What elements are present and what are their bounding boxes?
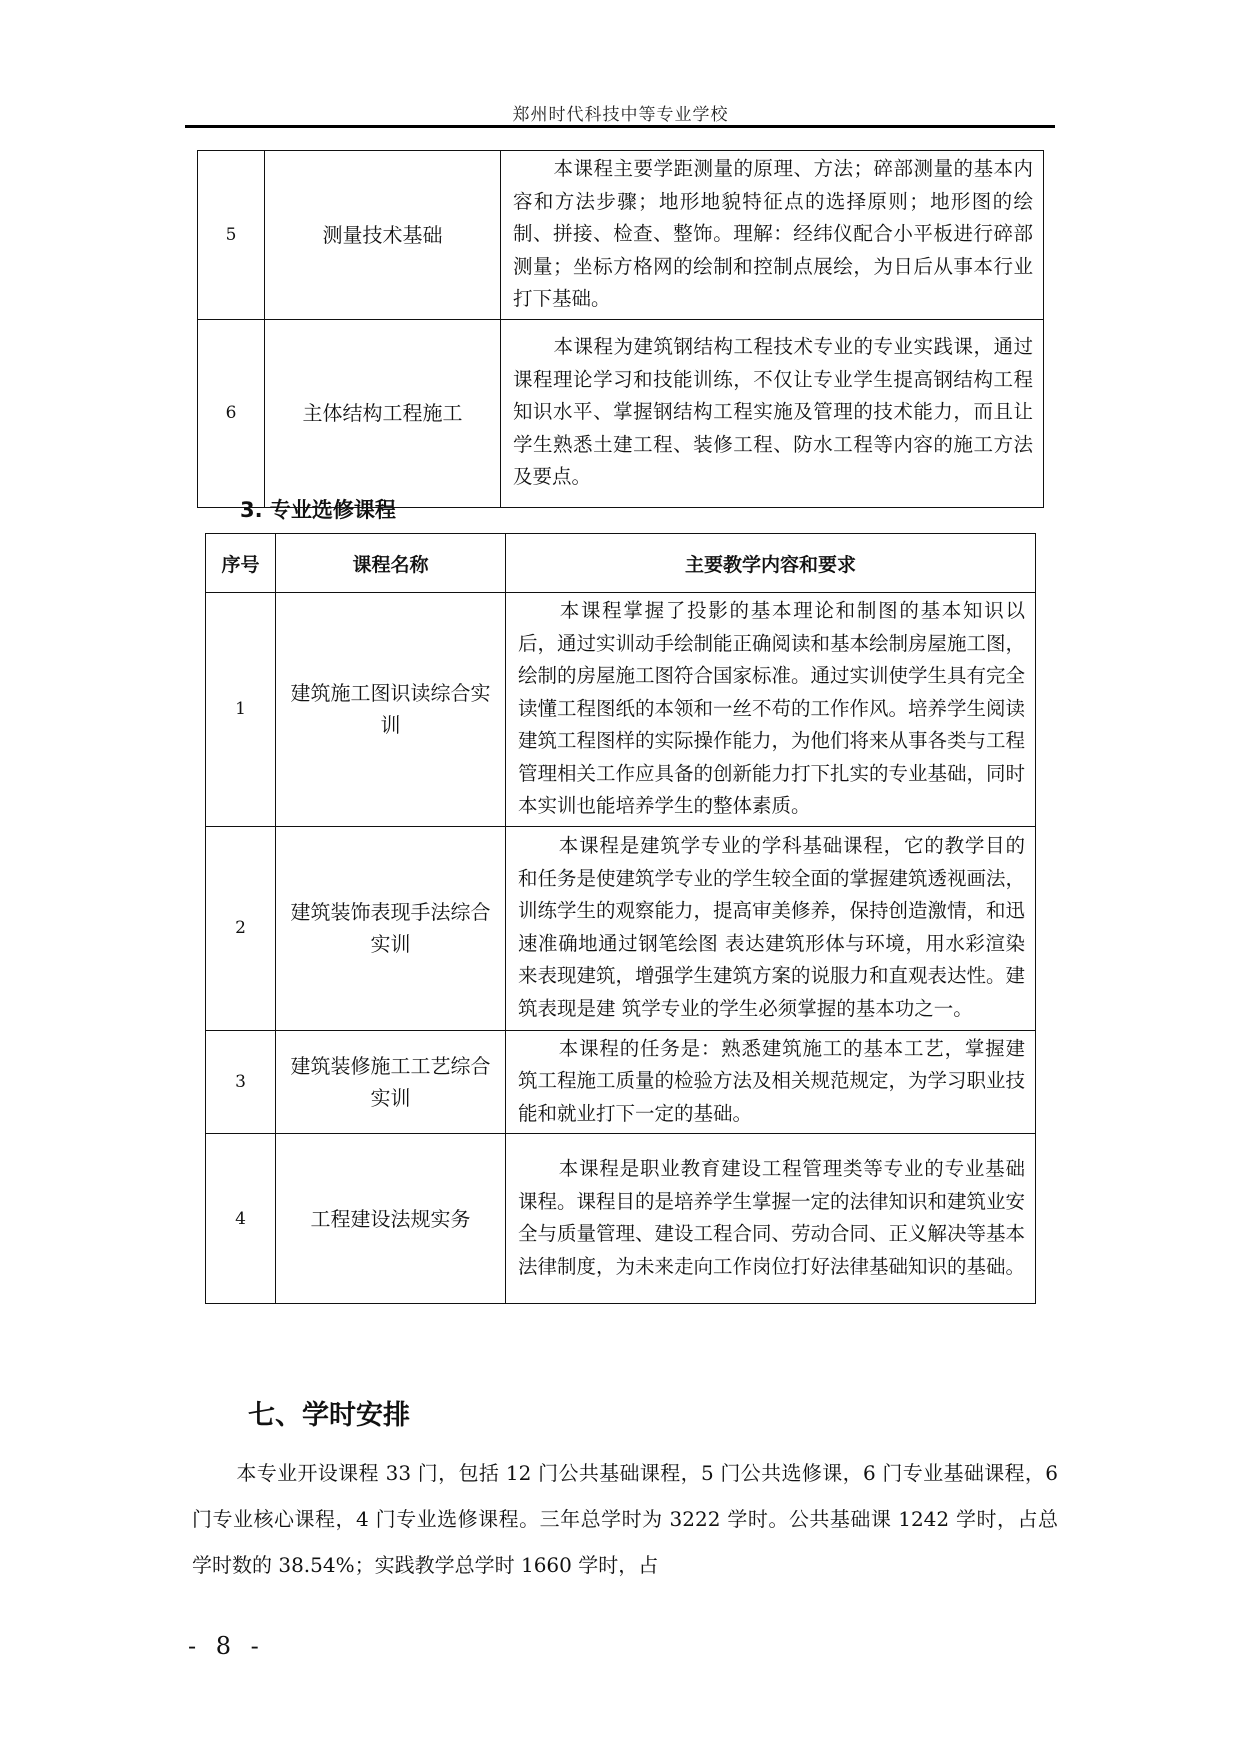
course-description: 本课程的任务是：熟悉建筑施工的基本工艺，掌握建筑工程施工质量的检验方法及相关规范规定，为学习职业技能和就业打下一定的基础。: [506, 1030, 1036, 1134]
table-row: [198, 319, 1044, 507]
header-rule: [185, 125, 1055, 128]
table-header-row: [206, 534, 1036, 593]
row-number: 6: [198, 319, 265, 507]
row-number: 3: [206, 1030, 276, 1134]
course-description: 本课程主要学距测量的原理、方法；碎部测量的基本内容和方法步骤；地形地貌特征点的选择原则；地形图的绘制、拼接、检查、整饰。理解：经纬仪配合小平板进行碎部测量；坐标方格网的绘制和控制点展绘，为日后从事本行业打下基础。: [501, 151, 1044, 320]
table-row: [206, 826, 1036, 1030]
course-name: 工程建设法规实务: [276, 1134, 506, 1304]
row-number: 4: [206, 1134, 276, 1304]
table-row: [206, 593, 1036, 827]
course-description: 本课程掌握了投影的基本理论和制图的基本知识以后，通过实训动手绘制能正确阅读和基本绘制房屋施工图，绘制的房屋施工图符合国家标准。通过实训使学生具有完全读懂工程图纸的本领和一丝不苟的工作作风。培养学生阅读建筑工程图样的实际操作能力，为他们将来从事各类与工程管理相关工作应具备的创新能力打下扎实的专业基础，同时本实训也能培养学生的整体素质。: [506, 593, 1036, 827]
schedule-paragraph: 本专业开设课程 33 门，包括 12 门公共基础课程，5 门公共选修课，6 门专业基础课程，6 门专业核心课程，4 门专业选修课程。三年总学时为 3222 学时。公共基础课 1242 学时，占总学时数的 38.54%；实践教学总学时 1660 学时，占: [192, 1461, 1058, 1577]
row-number: 2: [206, 826, 276, 1030]
table-row: [198, 151, 1044, 320]
section-heading-electives: 3. 专业选修课程: [240, 498, 396, 522]
table-row: [206, 1134, 1036, 1304]
row-number: 1: [206, 593, 276, 827]
course-name: 建筑施工图识读综合实训: [276, 593, 506, 827]
elective-course-table: [205, 533, 1036, 1304]
course-description: 本课程为建筑钢结构工程技术专业的专业实践课，通过课程理论学习和技能训练，不仅让专业学生提高钢结构工程知识水平、掌握钢结构工程实施及管理的技术能力，而且让学生熟悉土建工程、装修工程、防水工程等内容的施工方法及要点。: [501, 319, 1044, 507]
table-row: [206, 1030, 1036, 1134]
header-number: 序号: [206, 534, 276, 593]
section-heading-schedule: 七、学时安排: [248, 1400, 410, 1431]
course-name: 测量技术基础: [265, 151, 501, 320]
header-school-name: 郑州时代科技中等专业学校: [512, 105, 729, 125]
course-description: 本课程是建筑学专业的学科基础课程，它的教学目的和任务是使建筑学专业的学生较全面的掌握建筑透视画法，训练学生的观察能力，提高审美修养，保持创造激情，和迅速准确地通过钢笔绘图 表达建筑形体与环境，用水彩渲染来表现建筑，增强学生建筑方案的说服力和直观表达性。建筑表现是建 筑学专业的学生必须掌握的基本功之一。: [506, 826, 1036, 1030]
header-description: 主要教学内容和要求: [506, 534, 1036, 593]
row-number: 5: [198, 151, 265, 320]
course-description: 本课程是职业教育建设工程管理类等专业的专业基础课程。课程目的是培养学生掌握一定的法律知识和建筑业安全与质量管理、建设工程合同、劳动合同、正义解决等基本法律制度，为未来走向工作岗位打好法律基础知识的基础。: [506, 1134, 1036, 1304]
course-name: 建筑装修施工工艺综合实训: [276, 1030, 506, 1134]
course-name: 主体结构工程施工: [265, 319, 501, 507]
course-name: 建筑装饰表现手法综合实训: [276, 826, 506, 1030]
header-course-name: 课程名称: [276, 534, 506, 593]
core-course-table-continued: [197, 150, 1044, 508]
page-number: - 8 -: [188, 1632, 265, 1660]
